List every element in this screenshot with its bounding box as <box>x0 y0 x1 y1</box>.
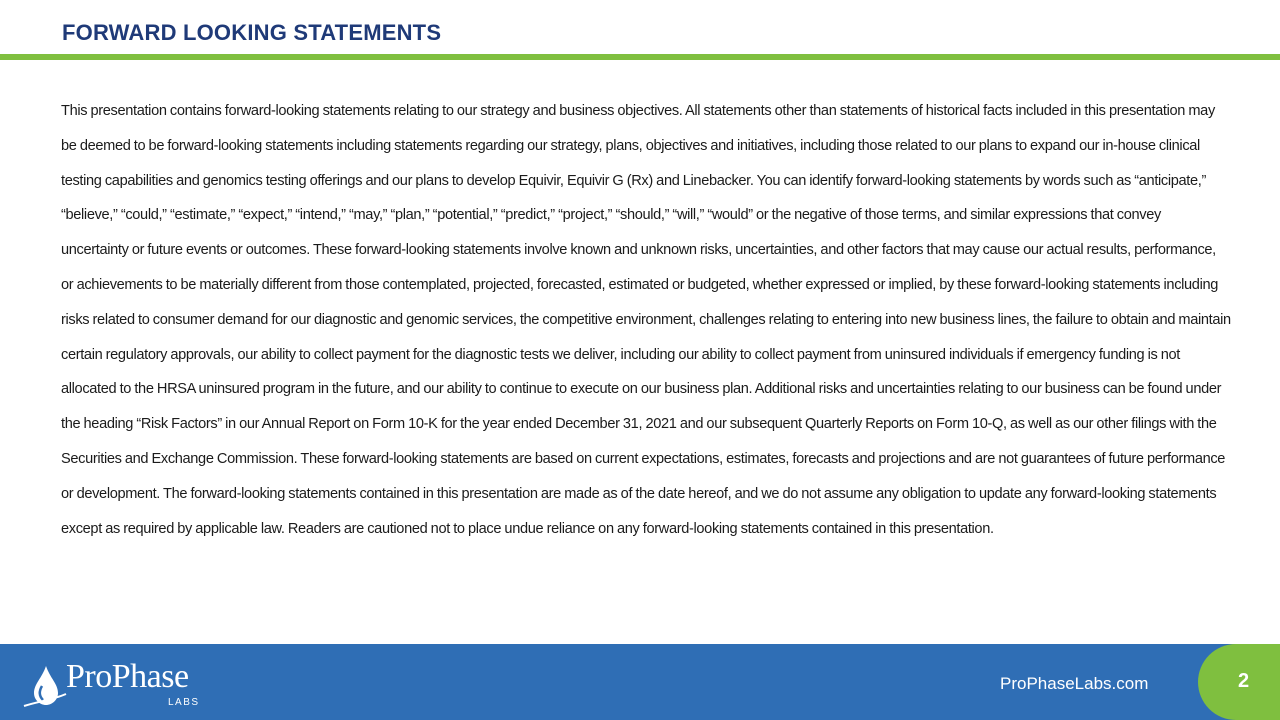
footer-bar <box>0 644 1280 720</box>
logo-subtitle: LABS <box>168 697 200 708</box>
forward-looking-statement-paragraph: This presentation contains forward-looking statements relating to our strategy and business objectives. All statements other than statements of historical facts included in this presentation may be deemed to be forward-looking statements including statements regarding our strategy, plans, objectives and initiatives, including those related to our plans to expand our in-house clinical testing capabilities and genomics testing offerings and our plans to develop Equivir, Equivir G (Rx) and Linebacker. You can identify forward-looking statements by words such as “anticipate,” “believe,” “could,” “estimate,” “expect,” “intend,” “may,” “plan,” “potential,” “predict,” “project,” “should,” “will,” “would” or the negative of those terms, and similar expressions that convey uncertainty or future events or outcomes. These forward-looking statements involve known and unknown risks, uncertainties, and other factors that may cause our actual results, performance, or achievements to be materially different from those contemplated, projected, forecasted, estimated or budgeted, whether expressed or implied, by these forward-looking statements including risks related to consumer demand for our diagnostic and genomic services, the competitive environment, challenges relating to entering into new business lines, the failure to obtain and maintain certain regulatory approvals, our ability to collect payment for the diagnostic tests we deliver, including our ability to collect payment from uninsured individuals if emergency funding is not allocated to the HRSA uninsured program in the future, and our ability to continue to execute on our business plan. Additional risks and uncertainties relating to our business can be found under the heading “Risk Factors” in our Annual Report on Form 10-K for the year ended December 31, 2021 and our subsequent Quarterly Reports on Form 10-Q, as well as our other filings with the Securities and Exchange Commission. These forward-looking statements are based on current expectations, estimates, forecasts and projections and are not guarantees of future performance or development. The forward-looking statements contained in this presentation are made as of the date hereof, and we do not assume any obligation to update any forward-looking statements except as required by applicable law. Readers are cautioned not to place undue reliance on any forward-looking statements contained in this presentation. <box>61 103 1231 537</box>
page-number-tab <box>1198 644 1280 720</box>
water-drop-icon <box>22 664 68 708</box>
website-link[interactable]: ProPhaseLabs.com <box>1000 674 1149 693</box>
header-divider <box>0 54 1280 60</box>
prophase-labs-logo <box>22 656 222 714</box>
logo-wordmark: ProPhase <box>66 658 189 695</box>
page-number: 2 <box>1238 670 1250 692</box>
page-title: FORWARD LOOKING STATEMENTS <box>62 20 442 45</box>
